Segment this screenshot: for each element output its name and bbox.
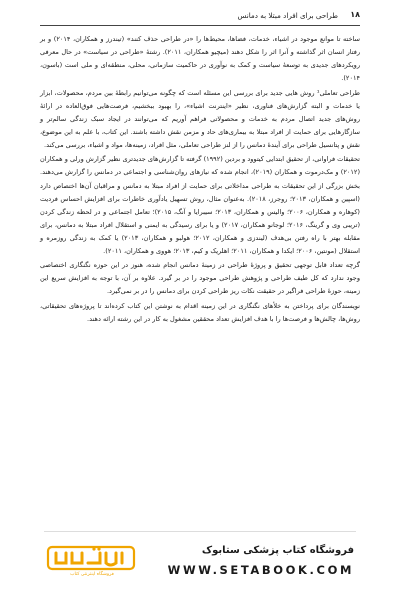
- body-text: [40, 33, 360, 328]
- setabook-logo-mark: [46, 541, 138, 571]
- footer-divider: [44, 531, 356, 532]
- publisher-footer: [0, 523, 400, 593]
- page-number: ۱۸: [350, 10, 360, 19]
- paragraph-2: طراحی تعاملی¹ روش هایی جدید برای بررسی این مسئله است که چگونه می‌توانیم رابطهٔ بین مردم، محصولات، ابزار یا خدمات و البته گزارش‌های فناوری، نظیر «اینترنت اشیاء»، را بهبود ببخشیم، فرصت‌هایی فوق‌العاده در ارائهٔ روش‌های جدید اتصال مردم به خدمات و محصولاتی فراهم آوریم که می‌توانند در ایجاد سبک زندگی سالم‌تر و سازگارهایی برای حمایت از افراد مبتلا به بیماری‌های حاد و مزمن نقش داشته باشند. این کتاب، با علم به این موضوع، نقش و پتانسیل طراحی برای آیندهٔ دمانس را از لنز طراحی تعاملی، مثل افراد، زمینه‌ها، مواد و اشیاء، بررسی می‌کند.: [40, 88, 360, 149]
- running-title: طراحی برای افراد مبتلا به دمانس: [237, 11, 338, 20]
- paragraph-1: ساخته تا موانع موجود در اشیاء، خدمات، فضاها، محیط‌ها را «در طراحی حذف کنند» (تیندرز و همکاران، ۲۰۱۴) و بر رفتار انسان اثر گذاشته و آنرا اثر را شکل دهند (میچیو همکاران، ۲۰۱۱). رشتهٔ «طراحی در سیاست» در حال معرفی رویکردهای جدیدی به توسعهٔ سیاست و کمک به نوآوری در حاکمیت سازمانی، محلی، منطقه‌ای و ملی است (باسون، ۲۰۱۴).: [40, 35, 361, 83]
- logo-subtitle: فروشگاه اینترنتی کتاب: [70, 572, 114, 577]
- store-url-link[interactable]: WWW.SETABOOK.COM: [167, 563, 354, 577]
- store-name: فروشگاه کتاب پزشکی ستابوک: [201, 545, 354, 556]
- paragraph-4: گرچه تعداد قابل توجهی تحقیق و پروژهٔ طراحی در زمینهٔ دمانس انجام شده، هنوز در این حوزه نگنگاری اختصاصی وجود ندارد که کل طیف طراحی و پژوهش طراحی موجود را در بر گیرد. علاوه بر آن، با توجه به افزایش سریع این زمینه، حوزهٔ طراحی فراگیر در حقیقت نکات ریز طراحی کردن برای دمانس را در بر نمی‌گیرد.: [40, 261, 360, 296]
- paragraph-3: تحقیقات فراوانی، از تحقیق ابتدایی کیتوود و بردین (۱۹۹۲) گرفته تا گزارش‌های جدیدتری نظیر گزارش ورلی و همکاران (۲۰۱۲) و مک‌درموت و همکاران (۲۰۱۹)، انجام شده که نیازهای روان‌شناسی و اجتماعی در دمانس را گزارش می‌دهند. بخش بزرگی از این تحقیقات به طراحی مداخلاتی برای حمایت از افراد مبتلا به دمانس و مراقبان آن‌ها اختصاص دارد (اسپین و همکاران، ۲۰۱۳؛ روجرز، ۲۰۱۸). به‌عنوان مثال، روش تسهیل یادآوری خاطرات برای افزایش احساس فردیت (کوهاره و همکاران، ۲۰۰۶؛ والیس و همکاران، ۲۰۱۳؛ سیبرایا و آنگ، ۲۰۱۵)؛ تعامل اجتماعی و در لحظه زندگی کردن (تریبی وی و گرینگ، ۲۰۱۶؛ لوجانو همکاران، ۲۰۱۷) و یا برای رسیدگی به ایمنی و استقلال افراد مبتلا به دمانس، برای مقابله بهتر با راه رفتن بی‌هدف (لیندزی و همکاران، ۲۰۱۲؛ هولبو و همکاران، ۲۰۱۳) یا کمک به زندگی روزمره و استقلال (مونتین، ۲۰۰۶؛ ایکدا و همکاران، ۲۰۱۱؛ اهلریک و کیم، ۲۰۱۳؛ هووی و همکاران، ۲۰۱۱).: [40, 155, 360, 255]
- paragraph-5: نویسندگان برای پرداختن به خلأهای نگنگاری در این زمینه اقدام به نوشتن این کتاب کرده‌اند تا پروژه‌های تحقیقاتی، روش‌ها، چالش‌ها و فرصت‌ها را با هدف افزایش تعداد محققین مشغول به کار در این رشته ارائه دهند.: [40, 301, 360, 323]
- setabook-logo[interactable]: [46, 541, 138, 581]
- running-header: [40, 10, 360, 24]
- header-divider: [40, 25, 360, 26]
